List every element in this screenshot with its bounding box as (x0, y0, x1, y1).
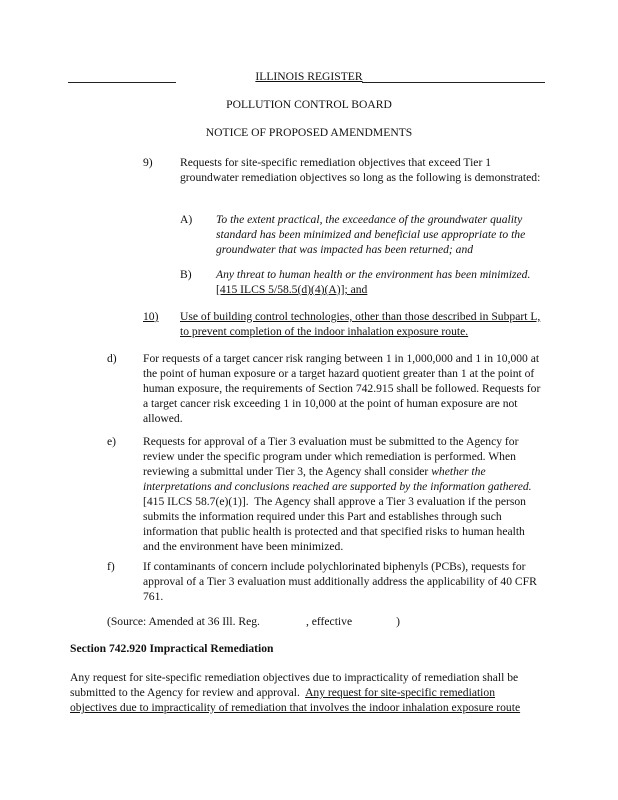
section-text (70, 670, 544, 715)
source-note-prefix: (Source: Amended at 36 Ill. Reg. (107, 615, 260, 628)
item-e-text (143, 434, 543, 554)
item-9b-number: B) (180, 268, 192, 281)
item-9b-tail: ; and (344, 283, 368, 296)
source-note-close: ) (396, 615, 400, 628)
item-f-text: If contaminants of concern include polychlorinated biphenyls (PCBs), requests for approval of a Tier 3 evaluation must additionally address the applicability of 40 CFR 761. (143, 560, 537, 603)
item-9a-text: To the extent practical, the exceedance of the groundwater quality standard has been minimized and beneficial use appropriate to the groundwater that was impacted has been returned; and (216, 213, 526, 256)
board-title: POLLUTION CONTROL BOARD (226, 98, 392, 111)
item-9b-italic: Any threat to human health or the environment has been minimized. (216, 268, 531, 281)
item-10-text: Use of building control technologies, other than those described in Subpart L, to prevent completion of the indoor inhalation exposure route. (180, 310, 541, 338)
item-f-number: f) (107, 560, 115, 573)
source-note-effective: , effective (305, 615, 353, 628)
notice-title: NOTICE OF PROPOSED AMENDMENTS (205, 126, 413, 139)
item-9b-cite (216, 283, 367, 296)
item-e-text-1: Requests for approval of a Tier 3 evaluation must be submitted to the Agency for review under the specific program under which remediation is performed. When reviewing a submittal under Tier 3, the Agency shall consider (143, 435, 519, 478)
item-d-number: d) (107, 352, 117, 365)
register-title-text: ILLINOIS REGISTER (255, 70, 363, 83)
section-heading: Section 742.920 Impractical Remediation (70, 642, 274, 655)
section-text-2: Any request for site-specific remediation objectives due to impracticality of remediation that involves the indoor inhalation exposure route (70, 686, 521, 714)
item-9b-text (216, 267, 542, 297)
item-d-text: For requests of a target cancer risk ranging between 1 in 1,000,000 and 1 in 10,000 at the point of human exposure or a target hazard quotient greater than 1 at the point of human exposure, the requirements of Section 742.915 shall be followed. Requests for a target cancer risk exceeding 1 in 10,000 at the point of human exposure are not allowed. (143, 352, 541, 425)
item-9-text: Requests for site-specific remediation objectives that exceed Tier 1 groundwater remediation objectives so long as the following is demonstrated: (180, 156, 541, 184)
section-text-1: Any request for site-specific remediation objectives due to impracticality of remediation shall be submitted to the Agency for review and approval. (70, 671, 519, 699)
item-e-number: e) (107, 435, 117, 448)
source-note (107, 614, 427, 629)
item-e-italic: whether the interpretations and conclusions reached are supported by the information gathered. (143, 465, 532, 493)
item-9b-cite-text: [415 ILCS 5/58.5(d)(4)(A)] (216, 283, 345, 296)
item-10-number: 10) (143, 310, 159, 323)
item-e-cite: [415 ILCS 58.7(e)(1)]. (143, 495, 249, 508)
item-9-number: 9) (143, 156, 153, 169)
item-9a-number: A) (180, 213, 193, 226)
register-title (0, 70, 618, 84)
item-e-text-2: The Agency shall approve a Tier 3 evaluation if the person submits the information required under this Part and establishes through such information that public health is protected and that specified risks to human health and the environment have been minimized. (143, 495, 526, 553)
